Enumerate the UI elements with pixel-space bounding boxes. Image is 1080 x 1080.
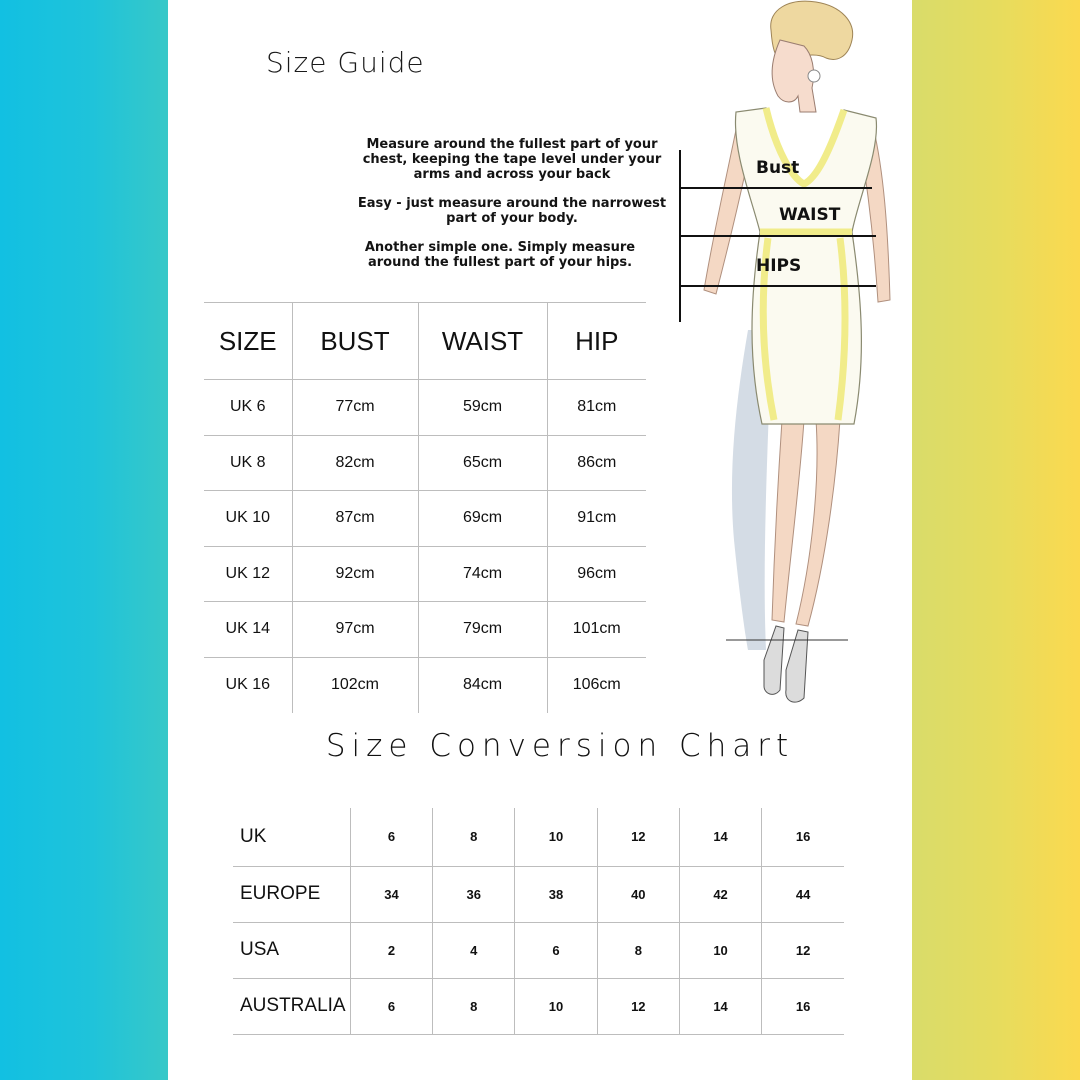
hip-cell: 101cm (547, 602, 646, 658)
bust-cell: 82cm (292, 435, 418, 491)
conversion-size-cell: 4 (433, 922, 515, 978)
size-cell: UK 6 (204, 380, 292, 436)
bust-cell: 97cm (292, 602, 418, 658)
conversion-row (233, 866, 844, 922)
conversion-row (233, 978, 844, 1034)
waist-cell: 59cm (418, 380, 547, 436)
fashion-illustration (676, 0, 896, 720)
right-leg (796, 420, 840, 626)
conversion-size-cell: 8 (433, 808, 515, 866)
conversion-region-label: UK (233, 808, 350, 866)
waist-figure-label: WAIST (779, 205, 841, 225)
size-table-row (204, 435, 646, 491)
conversion-chart-title: Size Conversion Chart (325, 728, 795, 764)
size-table-header-row (204, 303, 646, 380)
conversion-size-cell: 44 (762, 866, 844, 922)
bust-cell: 77cm (292, 380, 418, 436)
earring (808, 70, 820, 82)
conversion-size-cell: 6 (350, 808, 432, 866)
size-table-row (204, 491, 646, 547)
conversion-size-cell: 36 (433, 866, 515, 922)
size-table (204, 302, 646, 713)
conversion-size-cell: 42 (679, 866, 761, 922)
size-table-row (204, 546, 646, 602)
hip-cell: 81cm (547, 380, 646, 436)
conversion-table (233, 808, 844, 1035)
conversion-table-body (233, 808, 844, 1034)
hip-instruction: Another simple one. Simply measure around the fullest part of your hips. (364, 240, 636, 270)
conversion-region-label: USA (233, 922, 350, 978)
left-gradient-band (0, 0, 168, 1080)
conversion-size-cell: 14 (679, 978, 761, 1034)
waist-cell: 65cm (418, 435, 547, 491)
waist-cell: 84cm (418, 657, 547, 713)
conversion-size-cell: 38 (515, 866, 597, 922)
size-cell: UK 16 (204, 657, 292, 713)
right-shoe (786, 630, 808, 702)
hip-header: HIP (547, 303, 646, 380)
size-cell: UK 12 (204, 546, 292, 602)
bust-cell: 87cm (292, 491, 418, 547)
conversion-size-cell: 8 (597, 922, 679, 978)
bust-cell: 102cm (292, 657, 418, 713)
size-cell: UK 10 (204, 491, 292, 547)
conversion-size-cell: 10 (515, 808, 597, 866)
conversion-region-label: EUROPE (233, 866, 350, 922)
conversion-size-cell: 8 (433, 978, 515, 1034)
bust-header: BUST (292, 303, 418, 380)
conversion-size-cell: 6 (350, 978, 432, 1034)
hip-cell: 86cm (547, 435, 646, 491)
conversion-size-cell: 10 (679, 922, 761, 978)
conversion-size-cell: 12 (762, 922, 844, 978)
conversion-size-cell: 34 (350, 866, 432, 922)
conversion-row (233, 922, 844, 978)
left-shoe (764, 626, 784, 694)
bust-cell: 92cm (292, 546, 418, 602)
size-table-row (204, 657, 646, 713)
hip-cell: 106cm (572, 676, 621, 693)
waist-cell: 79cm (418, 602, 547, 658)
conversion-size-cell: 14 (679, 808, 761, 866)
conversion-row (233, 808, 844, 866)
bust-figure-label: Bust (756, 158, 800, 178)
hips-figure-label: HIPS (756, 256, 802, 276)
conversion-region-label: AUSTRALIA (233, 978, 350, 1034)
size-table-row (204, 380, 646, 436)
left-leg (772, 420, 804, 622)
size-cell: UK 8 (204, 435, 292, 491)
conversion-size-cell: 2 (350, 922, 432, 978)
size-table-row (204, 602, 646, 658)
size-cell: UK 14 (204, 602, 292, 658)
waist-cell: 74cm (418, 546, 547, 602)
hip-cell: 91cm (547, 491, 646, 547)
conversion-size-cell: 10 (515, 978, 597, 1034)
conversion-size-cell: 12 (597, 978, 679, 1034)
bust-instruction: Measure around the fullest part of your chest, keeping the tape level under your arms and across your back (362, 137, 662, 182)
size-guide-title: Size Guide (266, 46, 425, 79)
size-table-body (204, 380, 646, 713)
right-gradient-band (912, 0, 1080, 1080)
hip-cell: 96cm (547, 546, 646, 602)
conversion-size-cell: 12 (597, 808, 679, 866)
conversion-size-cell: 16 (762, 978, 844, 1034)
waist-cell: 69cm (418, 491, 547, 547)
conversion-size-cell: 6 (515, 922, 597, 978)
conversion-size-cell: 40 (597, 866, 679, 922)
size-header: SIZE (204, 303, 292, 380)
conversion-size-cell: 16 (762, 808, 844, 866)
waist-header: WAIST (418, 303, 547, 380)
waist-instruction: Easy - just measure around the narrowest part of your body. (357, 196, 667, 226)
